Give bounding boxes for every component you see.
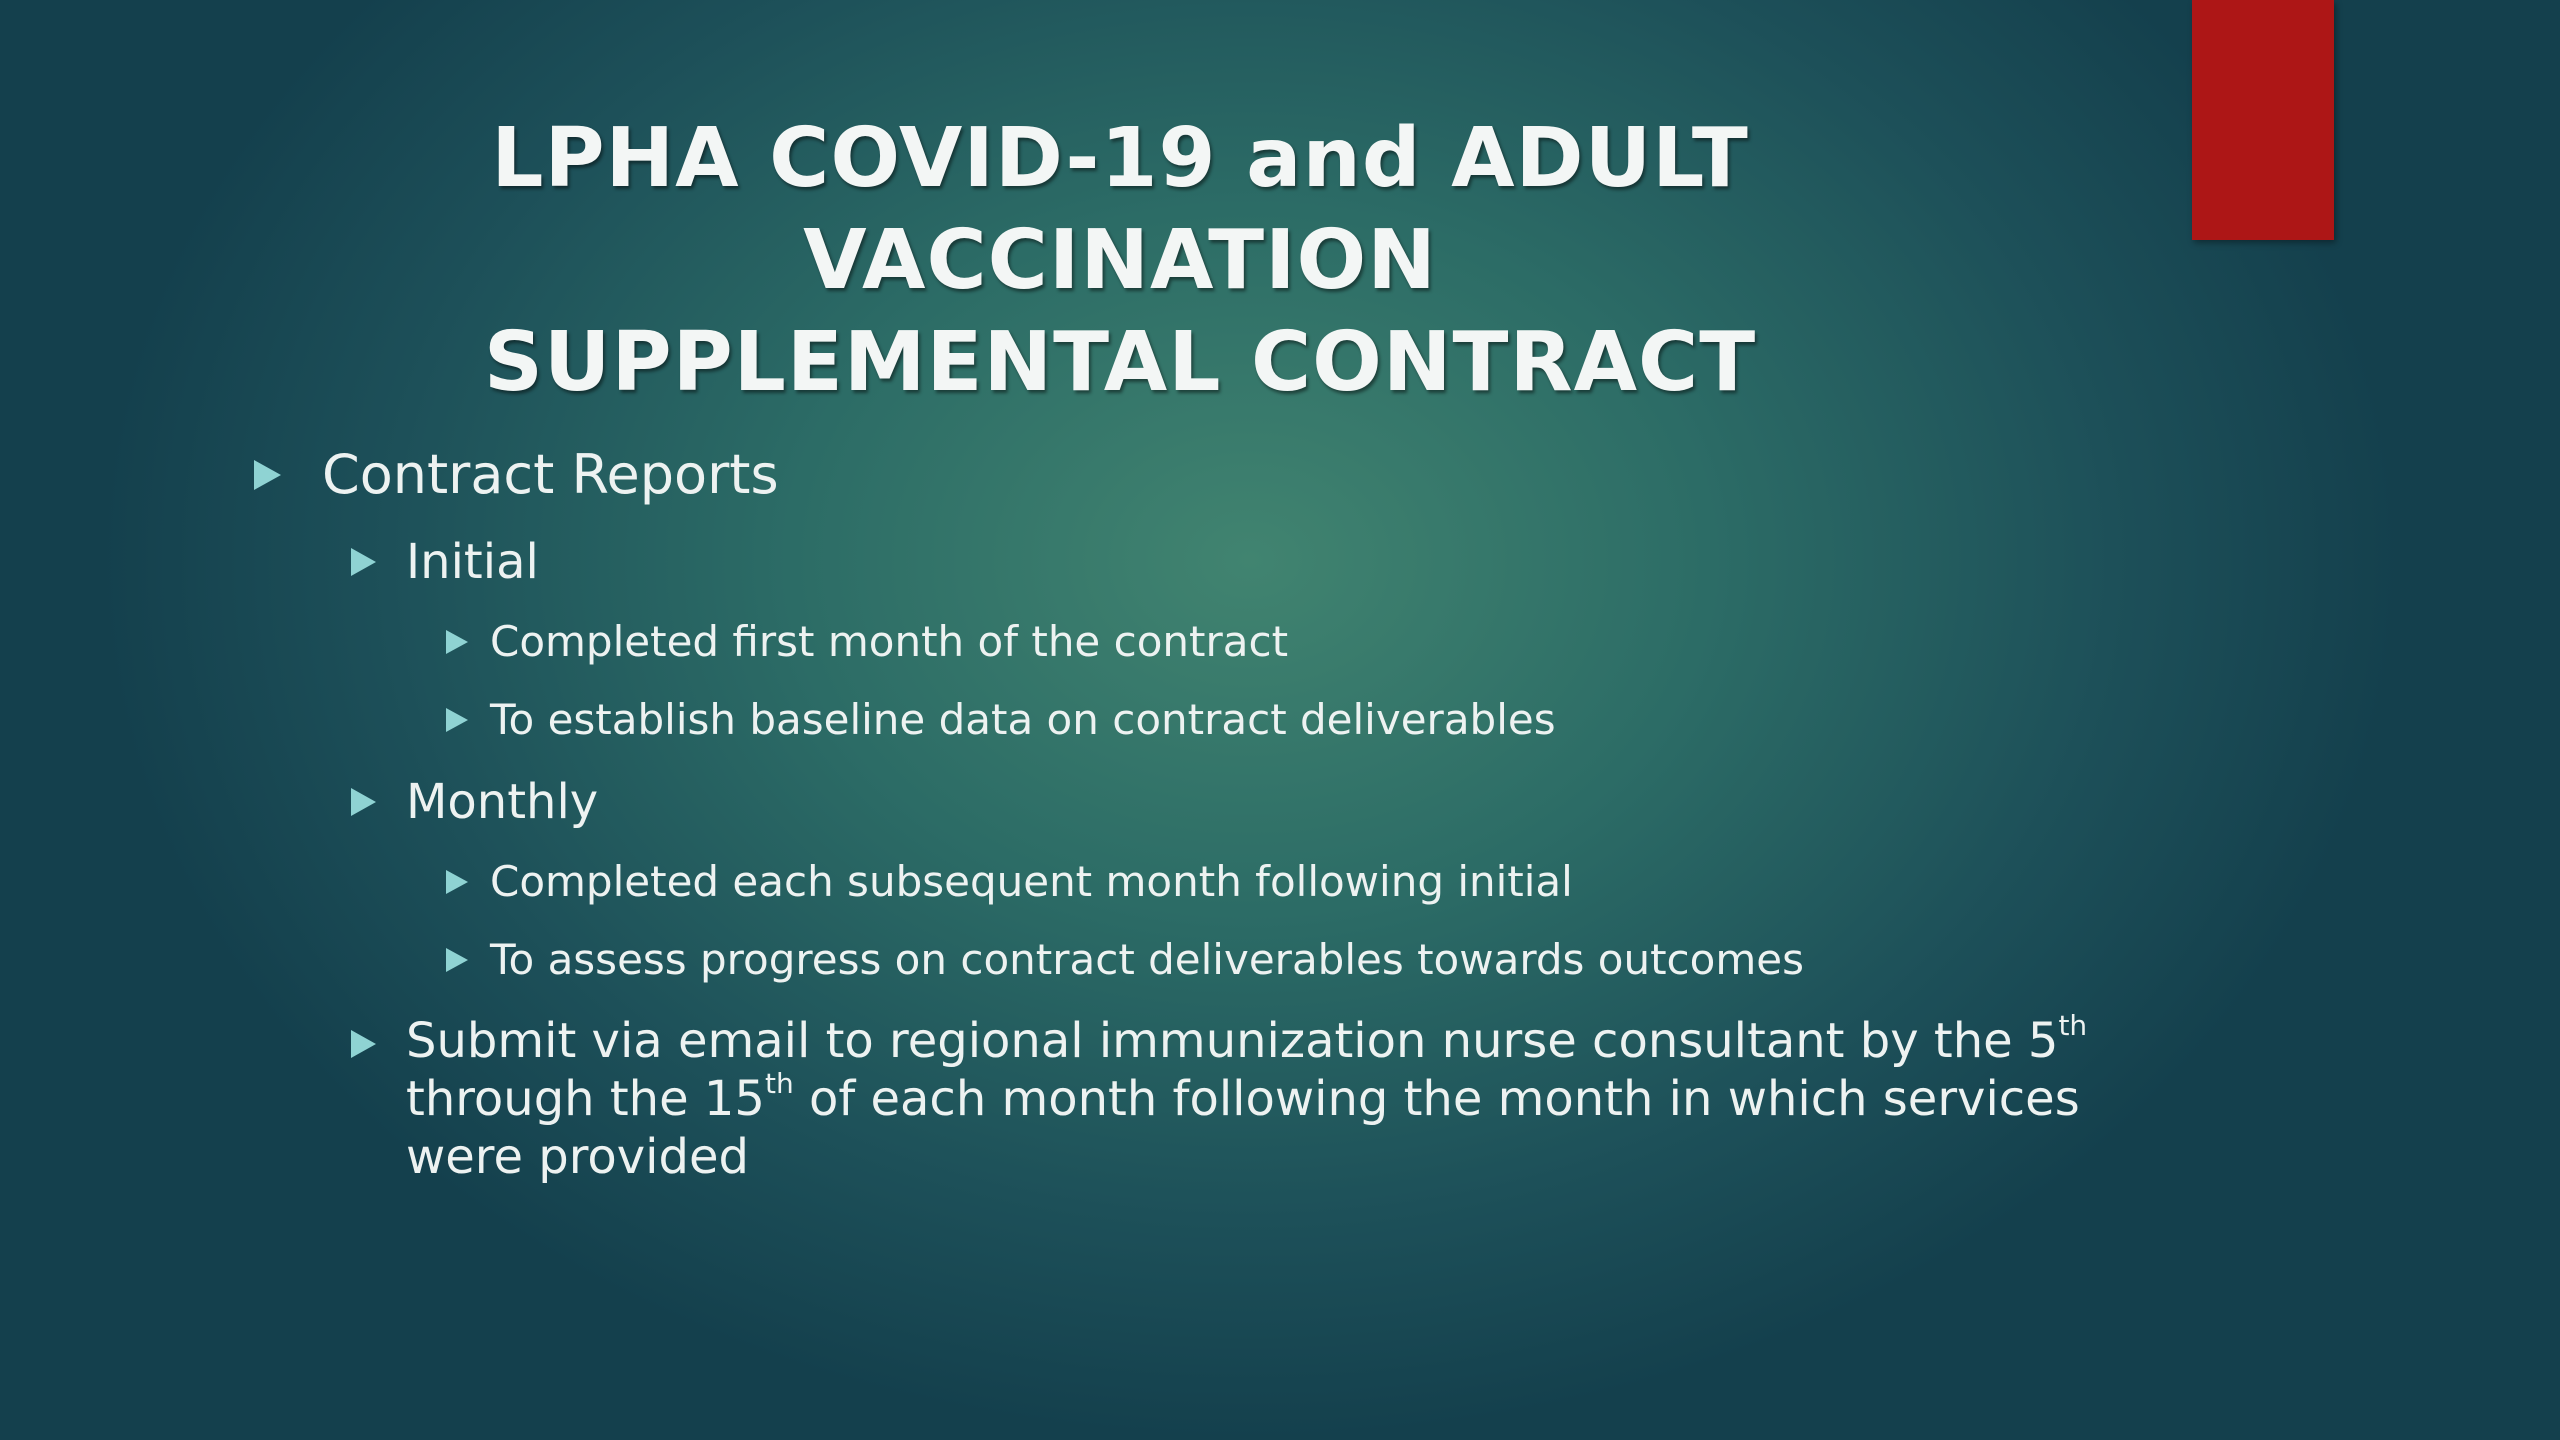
bullet-monthly: Monthly bbox=[406, 774, 599, 830]
accent-tab bbox=[2192, 0, 2334, 240]
bullet-initial: Initial bbox=[406, 534, 539, 590]
triangle-right-icon bbox=[351, 788, 376, 816]
bullet-contract-reports: Contract Reports bbox=[322, 443, 779, 506]
submit-text-1: Submit via email to regional immunization nurse consultant by the 5 bbox=[406, 1013, 2059, 1069]
triangle-right-icon bbox=[351, 1030, 376, 1058]
triangle-right-icon bbox=[446, 870, 468, 894]
triangle-right-icon bbox=[446, 630, 468, 654]
triangle-right-icon bbox=[254, 460, 281, 490]
triangle-right-icon bbox=[446, 708, 468, 732]
bullet-monthly-sub-1: Completed each subsequent month following initial bbox=[490, 857, 1573, 906]
bullet-monthly-sub-2: To assess progress on contract deliverables towards outcomes bbox=[490, 935, 1804, 984]
triangle-right-icon bbox=[351, 548, 376, 576]
superscript-th-1: th bbox=[2058, 1009, 2088, 1042]
title-line-1: LPHA COVID-19 and ADULT VACCINATION bbox=[491, 111, 1749, 308]
bullet-submit bbox=[406, 1009, 2206, 1186]
submit-text-3: of each month following the month in which services were provided bbox=[406, 1071, 2080, 1185]
submit-text-2: through the 15 bbox=[406, 1071, 765, 1127]
superscript-th-2: th bbox=[764, 1067, 794, 1100]
triangle-right-icon bbox=[446, 948, 468, 972]
title-line-2: SUPPLEMENTAL CONTRACT bbox=[483, 315, 1757, 410]
bullet-initial-sub-1: Completed first month of the contract bbox=[490, 617, 1289, 666]
slide-title bbox=[220, 108, 2020, 414]
bullet-initial-sub-2: To establish baseline data on contract deliverables bbox=[490, 695, 1556, 744]
